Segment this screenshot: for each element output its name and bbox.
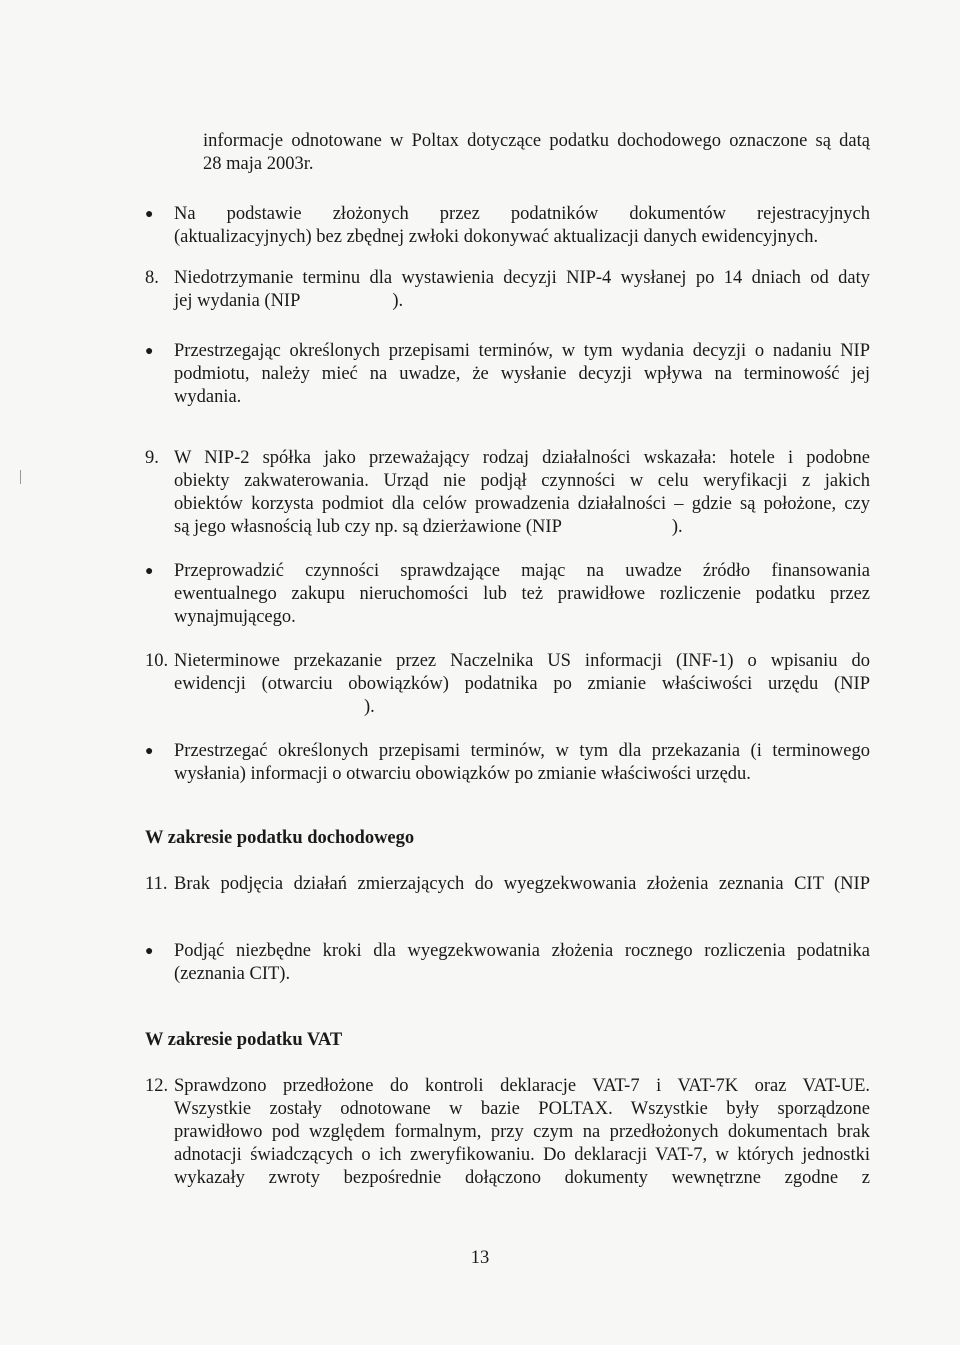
text-fragment: ). xyxy=(671,517,683,537)
text-line: adnotacji świadczących o ich zweryfikowaniu. Do deklaracji VAT-7, w których jednostki xyxy=(174,1145,870,1165)
item-number: 8. xyxy=(145,268,159,288)
text-line: podmiotu, należy mieć na uwadze, że wysłanie decyzji wpływa na terminowość jej xyxy=(174,364,870,384)
text-line: wydania. xyxy=(174,387,242,407)
text-line: 28 maja 2003r. xyxy=(203,154,314,174)
text-line: Przestrzegając określonych przepisami terminów, w tym wydania decyzji o nadaniu NIP xyxy=(174,341,870,361)
text-fragment: ). xyxy=(392,291,404,311)
text-line: (aktualizacyjnych) bez zbędnej zwłoki dokonywać aktualizacji danych ewidencyjnych. xyxy=(174,227,819,247)
text-line: wynajmującego. xyxy=(174,607,296,627)
finding-item-8 xyxy=(145,267,870,313)
finding-item-9 xyxy=(145,447,870,539)
section-heading-vat: W zakresie podatku VAT xyxy=(145,1030,343,1050)
text-line xyxy=(174,290,870,313)
text-line: Brak podjęcia działań zmierzających do wyegzekwowania złożenia zeznania CIT (NIP xyxy=(174,874,870,894)
text-line: Podjąć niezbędne kroki dla wyegzekwowania złożenia rocznego rozliczenia podatnika xyxy=(174,941,870,961)
text-line: Sprawdzono przedłożone do kontroli deklaracje VAT-7 i VAT-7K oraz VAT-UE. xyxy=(174,1076,870,1096)
text-line: Wszystkie zostały odnotowane w bazie POLTAX. Wszystkie były sporządzone xyxy=(174,1099,870,1119)
recommendation-bullet-1 xyxy=(145,203,870,249)
text-line: ). xyxy=(364,697,375,717)
text-line: Przeprowadzić czynności sprawdzające mając na uwadze źródło finansowania xyxy=(174,561,870,581)
text-line: (zeznania CIT). xyxy=(174,964,291,984)
scan-mark xyxy=(20,470,21,484)
finding-item-10 xyxy=(145,650,870,719)
text-fragment: jej wydania (NIP xyxy=(174,291,301,311)
intro-paragraph xyxy=(203,130,870,176)
item-number: 11. xyxy=(145,874,168,894)
text-line: informacje odnotowane w Poltax dotyczące podatku dochodowego oznaczone są datą xyxy=(203,131,870,151)
text-line: obiekty zakwaterowania. Urząd nie podjął czynności w celu weryfikacji z jakich xyxy=(174,471,870,491)
finding-item-11 xyxy=(145,873,870,896)
text-line: Niedotrzymanie terminu dla wystawienia decyzji NIP-4 wysłanej po 14 dniach od daty xyxy=(174,268,870,288)
text-fragment: są jego własnością lub czy np. są dzierżawione (NIP xyxy=(174,517,562,537)
text-line: Na podstawie złożonych przez podatników dokumentów rejestracyjnych xyxy=(174,204,870,224)
text-line: Nieterminowe przekazanie przez Naczelnika US informacji (INF-1) o wpisaniu do xyxy=(174,651,870,671)
item-number: 9. xyxy=(145,448,159,468)
text-line: ewidencji (otwarciu obowiązków) podatnika po zmianie właściwości urzędu (NIP xyxy=(174,674,870,694)
recommendation-bullet-3 xyxy=(145,560,870,629)
text-line: obiektów korzysta podmiot dla celów prowadzenia działalności – gdzie są położone, czy xyxy=(174,494,870,514)
text-line: wykazały zwroty bezpośrednie dołączono dokumenty wewnętrzne zgodne z xyxy=(174,1168,870,1188)
text-line: W NIP-2 spółka jako przeważający rodzaj działalności wskazała: hotele i podobne xyxy=(174,448,870,468)
item-number: 12. xyxy=(145,1076,169,1096)
bullet-dot-icon: ● xyxy=(145,207,154,222)
text-line xyxy=(174,516,870,539)
text-line: Przestrzegać określonych przepisami terminów, w tym dla przekazania (i terminowego xyxy=(174,741,870,761)
text-line: prawidłowo pod względem formalnym, przy czym na przedłożonych dokumentach brak xyxy=(174,1122,870,1142)
text-line: wysłania) informacji o otwarciu obowiązków po zmianie właściwości urzędu. xyxy=(174,764,751,784)
recommendation-bullet-4 xyxy=(145,740,870,786)
bullet-dot-icon: ● xyxy=(145,944,154,959)
item-number: 10. xyxy=(145,651,169,671)
finding-item-12 xyxy=(145,1075,870,1190)
recommendation-bullet-2 xyxy=(145,340,870,409)
recommendation-bullet-5 xyxy=(145,940,870,986)
bullet-dot-icon: ● xyxy=(145,744,154,759)
text-line: ewentualnego zakupu nieruchomości lub też prawidłowe rozliczenie podatku przez xyxy=(174,584,870,604)
section-heading-income-tax: W zakresie podatku dochodowego xyxy=(145,828,415,848)
bullet-dot-icon: ● xyxy=(145,564,154,579)
page-number: 13 xyxy=(470,1248,490,1268)
bullet-dot-icon: ● xyxy=(145,344,154,359)
